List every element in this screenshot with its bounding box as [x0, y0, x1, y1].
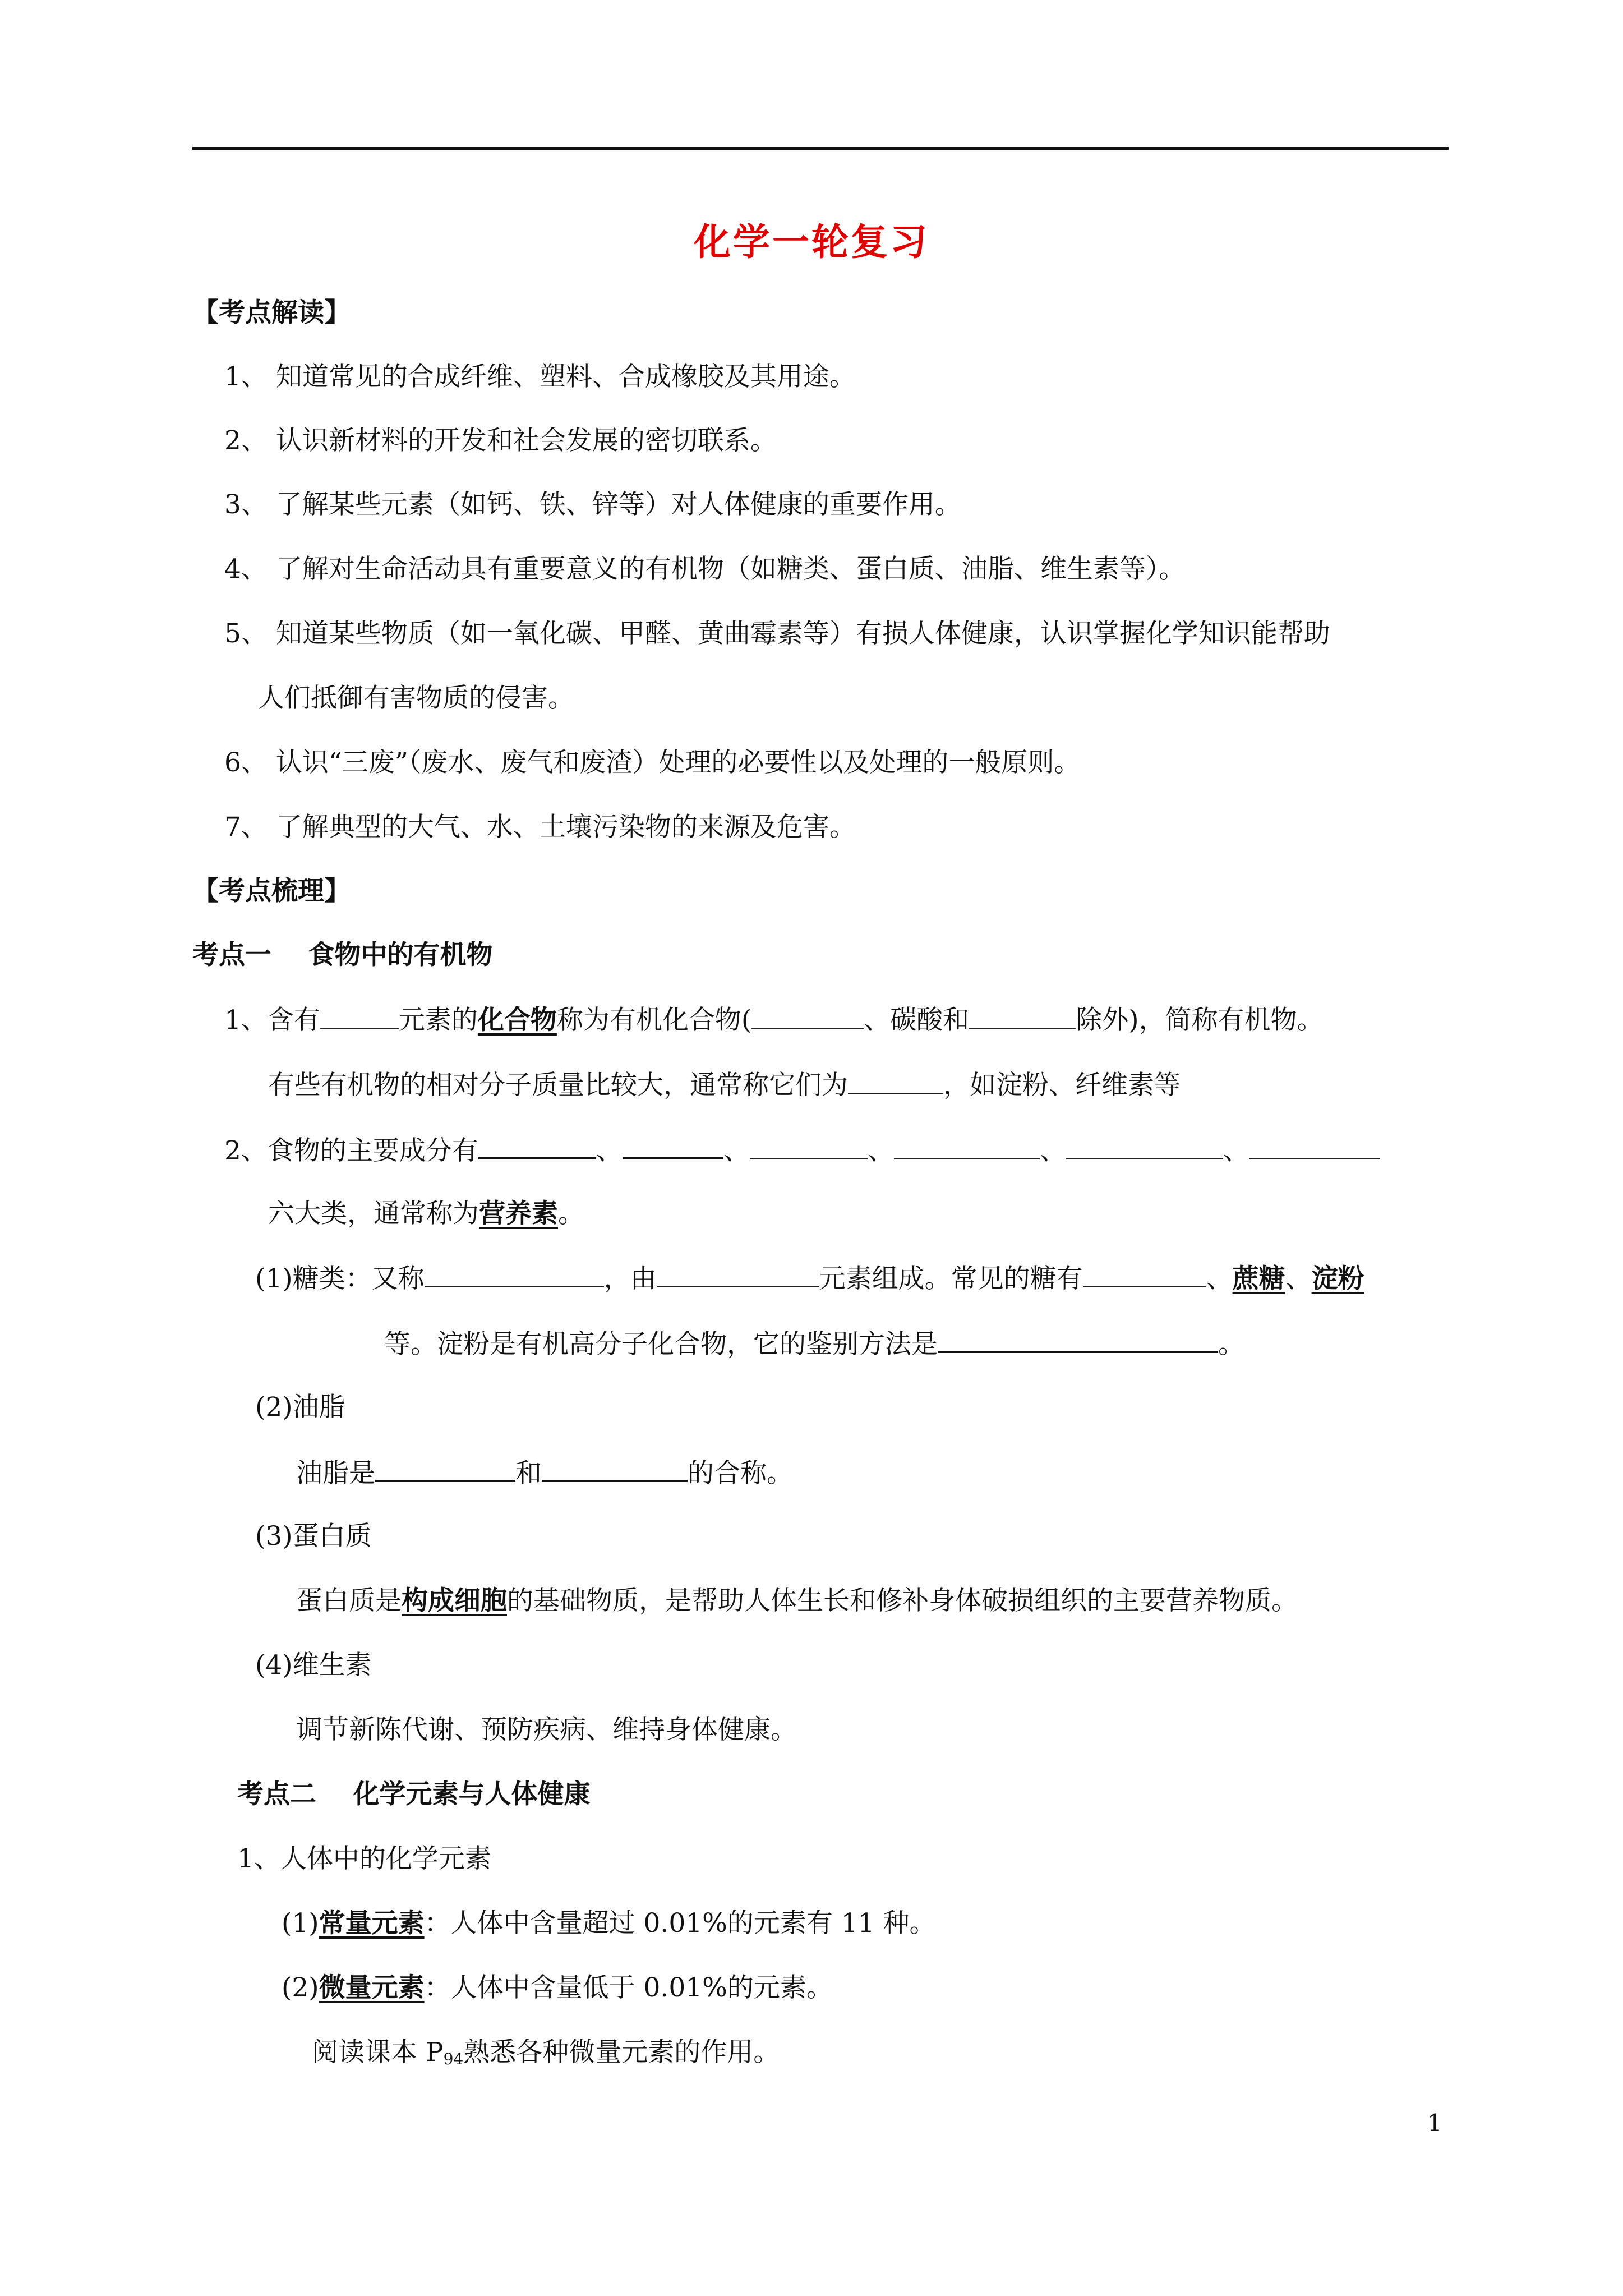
list-item: 5、 知道某些物质（如一氧化碳、甲醛、黄曲霉素等）有损人体健康，认识掌握化学知识能帮助 — [224, 618, 1330, 649]
vitamin-line: 调节新陈代谢、预防疾病、维持身体健康。 — [296, 1714, 797, 1745]
protein-line: 蛋白质是构成细胞的基础物质，是帮助人体生长和修补身体破损组织的主要营养物质。 — [296, 1585, 1298, 1616]
fill-blank[interactable] — [1249, 1134, 1380, 1159]
page-number: 1 — [1427, 2109, 1442, 2137]
fill-blank[interactable] — [320, 1003, 399, 1029]
fill-blank[interactable] — [425, 1262, 604, 1287]
point1-line2: 有些有机物的相对分子质量比较大，通常称它们为 ，如淀粉、纤维素等 — [268, 1068, 1181, 1102]
point1-line1: 1、含有 元素的化合物称为有机化合物( 、碳酸和 除外)，简称有机物。 — [224, 1003, 1324, 1037]
fill-blank[interactable] — [657, 1262, 819, 1287]
fill-blank[interactable] — [542, 1455, 688, 1482]
fill-blank[interactable] — [375, 1455, 515, 1482]
section-heading-key-points: 【考点解读】 — [192, 297, 351, 328]
point1-line4: 六大类，通常称为营养素。 — [268, 1198, 584, 1229]
reading-line: 阅读课本 $P_{94}$熟悉各种微量元素的作用。 — [312, 2037, 780, 2068]
list-item: 7、 了解典型的大气、水、土壤污染物的来源及危害。 — [224, 812, 856, 843]
header-rule — [192, 147, 1449, 150]
point1-heading: 考点一 食物中的有机物 — [192, 940, 493, 970]
list-item: 3、 了解某些元素（如钙、铁、锌等）对人体健康的重要作用。 — [224, 489, 961, 520]
fill-blank[interactable] — [751, 1003, 864, 1029]
list-item: 2、 认识新材料的开发和社会发展的密切联系。 — [224, 425, 777, 456]
fill-blank[interactable] — [848, 1068, 943, 1094]
keyword: 营养素 — [479, 1198, 558, 1229]
fill-blank[interactable] — [938, 1326, 1218, 1353]
fill-blank[interactable] — [1066, 1134, 1223, 1159]
keyword: 化合物 — [477, 1005, 557, 1036]
fill-blank[interactable] — [750, 1134, 868, 1159]
section-heading-review: 【考点梳理】 — [192, 876, 351, 907]
point1-line3: 2、食物的主要成分有 、 、 、 、 、 — [224, 1133, 1380, 1168]
fill-blank[interactable] — [894, 1134, 1040, 1159]
list-item: 1、 知道常见的合成纤维、塑料、合成橡胶及其用途。 — [224, 361, 856, 392]
keyword: 常量元素 — [319, 1908, 425, 1939]
list-item: 4、 了解对生命活动具有重要意义的有机物（如糖类、蛋白质、油脂、维生素等）。 — [224, 554, 1186, 585]
point2-heading: 考点二 化学元素与人体健康 — [237, 1779, 591, 1810]
keyword: 微量元素 — [319, 1972, 425, 2003]
sugar-line2: 等。淀粉是有机高分子化合物，它的鉴别方法是 。 — [384, 1326, 1244, 1361]
vitamin-heading: (4)维生素 — [255, 1650, 372, 1681]
trace-elements-line: (2)微量元素：人体中含量低于 0.01%的元素。 — [282, 1972, 833, 2003]
major-elements-line: (1)常量元素：人体中含量超过 0.01%的元素有 11 种。 — [282, 1908, 936, 1939]
fat-heading: (2)油脂 — [255, 1392, 345, 1423]
keyword: 蔗糖 — [1232, 1263, 1285, 1294]
fill-blank[interactable] — [478, 1133, 596, 1159]
list-item: 6、 认识“三废”（废水、废气和废渣）处理的必要性以及处理的一般原则。 — [224, 747, 1081, 778]
fill-blank[interactable] — [969, 1003, 1076, 1029]
list-item-continuation: 人们抵御有害物质的侵害。 — [258, 683, 574, 714]
keyword: 淀粉 — [1311, 1263, 1364, 1294]
protein-heading: (3)蛋白质 — [255, 1521, 372, 1552]
fill-blank[interactable] — [1083, 1262, 1206, 1287]
fill-blank[interactable] — [623, 1133, 723, 1159]
page-title: 化学一轮复习 — [694, 220, 929, 264]
keyword: 构成细胞 — [402, 1585, 507, 1616]
sugar-line1: (1)糖类：又称 ，由 元素组成。常见的糖有 、蔗糖、淀粉 — [255, 1262, 1364, 1296]
point2-line1: 1、人体中的化学元素 — [237, 1843, 491, 1874]
fat-line: 油脂是 和 的合称。 — [296, 1455, 793, 1490]
